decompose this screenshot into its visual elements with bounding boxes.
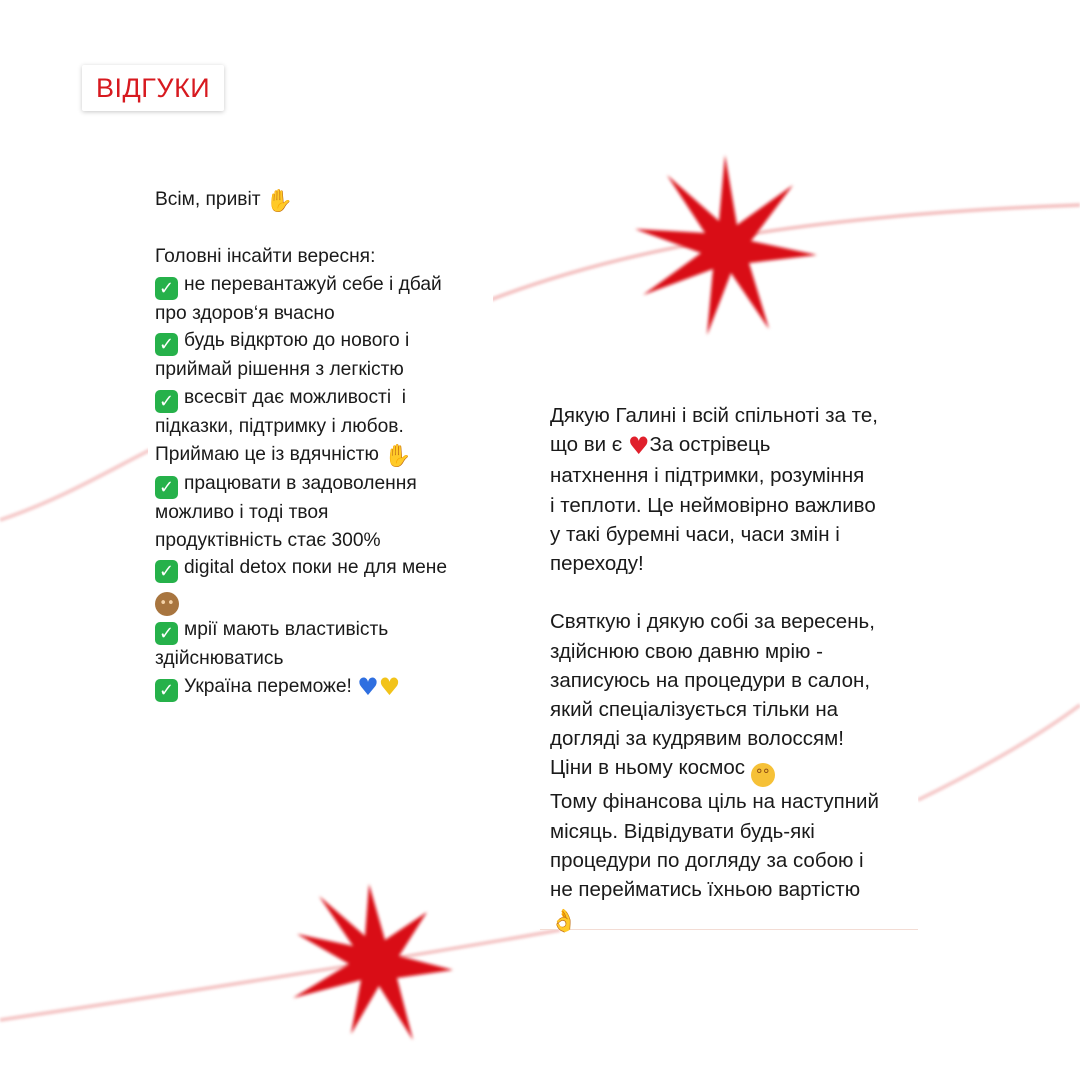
review-line: переходу! bbox=[550, 552, 644, 576]
review-line: не перейматись їхньою вартістю bbox=[550, 878, 861, 902]
review-line: записуюсь на процедури в салон, bbox=[550, 668, 871, 692]
review-line-text: будь відкртою до нового і bbox=[184, 330, 410, 352]
review-line bbox=[550, 753, 914, 787]
review-line-text: всесвіт дає можливості і bbox=[184, 386, 407, 408]
review-line: підказки, підтримку і любов. bbox=[155, 415, 404, 437]
check-mark-icon: ✓ bbox=[155, 560, 178, 583]
review-line bbox=[155, 616, 487, 645]
swoosh-line-right bbox=[918, 705, 1080, 800]
folded-hands-icon: ✋ bbox=[384, 443, 412, 469]
review-line-text: digital detox поки не для мене bbox=[184, 557, 448, 579]
review-line: натхнення і підтримки, розуміння bbox=[550, 464, 865, 488]
review-heading: Головні інсайти вересня: bbox=[155, 246, 376, 268]
check-mark-icon: ✓ bbox=[155, 679, 178, 702]
review-line bbox=[155, 384, 487, 413]
blank-line bbox=[155, 216, 487, 244]
greeting-text: Всім, привіт bbox=[155, 189, 261, 210]
review-card-left bbox=[148, 178, 493, 700]
review-line-text: Ціни в ньому космос bbox=[550, 756, 746, 780]
swoosh-line-bottom bbox=[0, 930, 560, 1020]
blank-line bbox=[550, 578, 914, 607]
review-line: Тому фінансова ціль на наступний bbox=[550, 790, 879, 814]
red-star-bottom bbox=[293, 884, 453, 1040]
review-line bbox=[155, 470, 487, 499]
yellow-heart-icon: ♥ bbox=[378, 672, 401, 701]
review-line: у такі буремні часи, часи змін і bbox=[550, 522, 840, 546]
review-line-text: За острівець bbox=[649, 433, 771, 457]
red-star-top bbox=[635, 155, 817, 335]
review-line bbox=[155, 327, 487, 356]
review-card-right bbox=[540, 395, 918, 935]
check-mark-icon: ✓ bbox=[155, 333, 178, 356]
review-line-text: працювати в задоволення bbox=[184, 473, 417, 495]
review-line bbox=[155, 554, 487, 583]
reviews-badge-label: ВІДГУКИ bbox=[96, 72, 211, 103]
review-line: продуктівність стає 300% bbox=[155, 529, 381, 551]
review-line: Дякую Галині і всій спільноті за те, bbox=[550, 404, 878, 427]
reviews-badge bbox=[82, 65, 224, 111]
review-line bbox=[155, 583, 487, 616]
review-line-text: не перевантажуй себе і дбай bbox=[184, 273, 442, 295]
check-mark-icon: ✓ bbox=[155, 277, 178, 300]
review-line bbox=[155, 186, 487, 216]
review-line-text: що ви є bbox=[550, 433, 628, 457]
review-line: здійснюватись bbox=[155, 648, 284, 670]
swoosh-line-left bbox=[0, 450, 150, 520]
review-line-text: Приймаю це із вдячністю bbox=[155, 443, 379, 465]
flushed-face-icon: °° bbox=[751, 763, 775, 787]
review-line: здійснюю свою давню мрію - bbox=[550, 639, 823, 663]
review-line: Святкую і дякую собі за вересень, bbox=[550, 610, 875, 634]
review-line bbox=[155, 271, 487, 300]
review-line bbox=[550, 904, 914, 936]
review-line: про здоров‘я вчасно bbox=[155, 302, 335, 324]
see-no-evil-monkey-icon: •• bbox=[155, 592, 179, 616]
review-line: і теплоти. Це неймовірно важливо bbox=[550, 493, 876, 517]
review-line: догляді за кудрявим волоссям! bbox=[550, 727, 844, 751]
review-line bbox=[155, 441, 487, 471]
check-mark-icon: ✓ bbox=[155, 390, 178, 413]
review-line: приймай рішення з легкістю bbox=[155, 359, 404, 381]
check-mark-icon: ✓ bbox=[155, 622, 178, 645]
review-line: можливо і тоді твоя bbox=[155, 502, 329, 524]
blue-heart-icon: ♥ bbox=[357, 672, 379, 701]
review-line bbox=[550, 430, 914, 461]
check-mark-icon: ✓ bbox=[155, 476, 178, 499]
review-line-text: мрії мають властивість bbox=[184, 619, 389, 641]
review-line bbox=[155, 673, 487, 702]
waving-hand-icon: ✋ bbox=[265, 189, 294, 214]
review-line: який спеціалізується тільки на bbox=[550, 698, 839, 722]
ok-hand-icon: 👌 bbox=[550, 909, 578, 935]
review-line: процедури по догляду за собою і bbox=[550, 848, 864, 872]
review-line: місяць. Відвідувати будь-які bbox=[550, 819, 815, 843]
review-line-text: Україна переможе! bbox=[184, 675, 352, 697]
red-heart-icon: ♥ bbox=[627, 432, 650, 461]
